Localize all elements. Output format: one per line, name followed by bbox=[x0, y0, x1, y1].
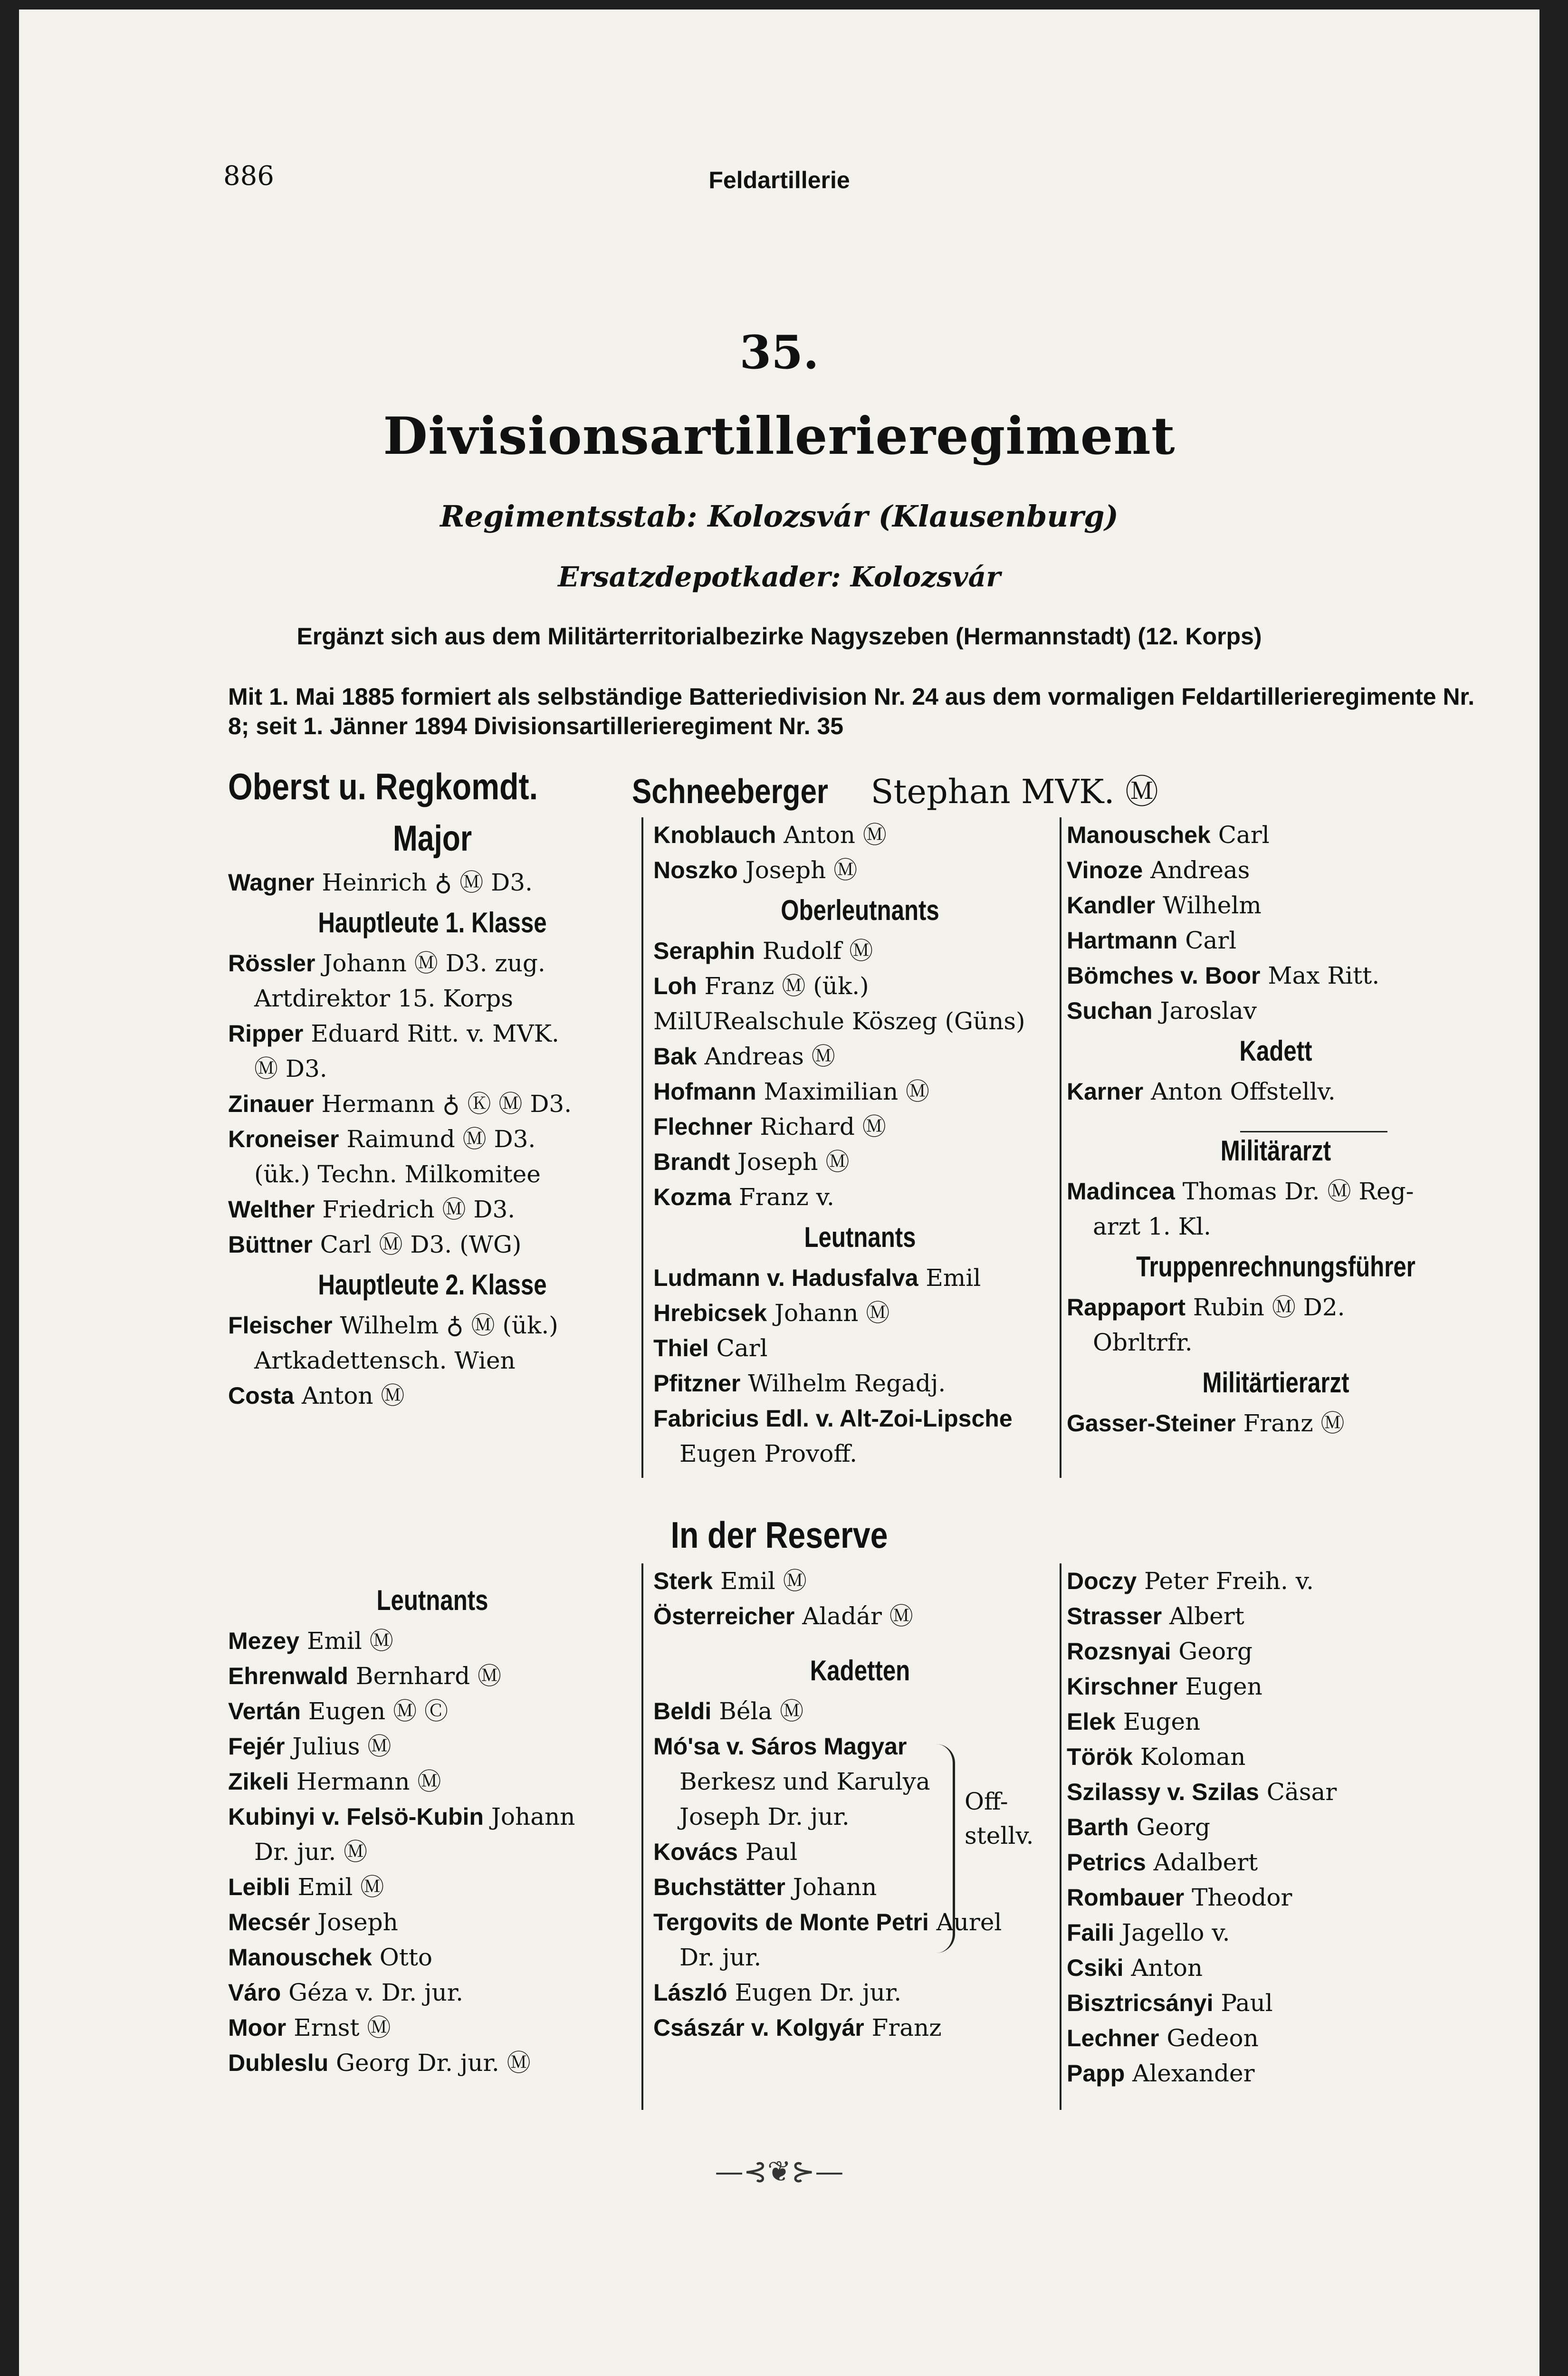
list-item bbox=[228, 1729, 637, 1764]
list-item bbox=[228, 1192, 637, 1227]
regiment-name: Divisionsartillerieregiment bbox=[383, 406, 1176, 466]
entry-detail: Aurel bbox=[928, 1908, 1002, 1936]
list-item bbox=[1067, 1209, 1485, 1244]
list-item bbox=[228, 1121, 637, 1157]
list-item bbox=[228, 1016, 637, 1051]
surname: Flechner bbox=[653, 1113, 753, 1140]
surname: Strasser bbox=[1067, 1603, 1162, 1629]
surname: Császár v. Kolgyár bbox=[653, 2014, 864, 2041]
surname: Hartmann bbox=[1067, 927, 1178, 954]
ergaenzt-line: Ergänzt sich aus dem Militärterritorialbezirke Nagyszeben (Hermannstadt) (12. Korps) bbox=[296, 623, 1262, 650]
column-3-reserve bbox=[1067, 1563, 1485, 2091]
entry-detail: Carl bbox=[708, 1334, 768, 1362]
entry-detail: Hermann Ⓜ bbox=[288, 1768, 441, 1795]
list-item bbox=[653, 1401, 1067, 1436]
surname: Tergovits de Monte Petri bbox=[653, 1909, 929, 1935]
surname: Sterk bbox=[653, 1568, 713, 1594]
list-item bbox=[653, 1260, 1067, 1295]
list-item bbox=[653, 1144, 1067, 1179]
list-item bbox=[228, 1764, 637, 1799]
list-item bbox=[1067, 1174, 1485, 1209]
entry-detail: Paul bbox=[737, 1838, 798, 1866]
surname: Costa bbox=[228, 1382, 294, 1409]
surname: Fleischer bbox=[228, 1312, 333, 1339]
surname: Bak bbox=[653, 1043, 697, 1070]
list-item bbox=[228, 1227, 637, 1262]
entry-detail: Emil Ⓜ bbox=[290, 1873, 384, 1901]
list-item bbox=[1067, 888, 1485, 923]
entry-detail: Franz Ⓜ (ük.) MilURealschule Köszeg (Güns) bbox=[653, 972, 1025, 1035]
entry-detail: Maximilian Ⓜ bbox=[756, 1078, 930, 1105]
entry-detail: Georg bbox=[1171, 1638, 1252, 1665]
surname: Österreicher bbox=[653, 1603, 795, 1629]
section-header-kadetten: Kadetten bbox=[810, 1655, 910, 1686]
entry-detail: Georg bbox=[1128, 1813, 1211, 1841]
entry-detail: Carl bbox=[1210, 821, 1270, 849]
section-header-hauptleute-2: Hauptleute 2. Klasse bbox=[318, 1269, 547, 1301]
surname: Dubleslu bbox=[228, 2050, 329, 2076]
entry-detail: Peter Freih. v. bbox=[1137, 1567, 1314, 1595]
list-item bbox=[228, 1694, 637, 1729]
entry-detail: Johann bbox=[483, 1803, 575, 1830]
entry-detail: Eugen Ⓜ Ⓒ bbox=[300, 1697, 449, 1725]
entry-detail: (ük.) Techn. Milkomitee bbox=[254, 1160, 541, 1188]
entry-detail: Jaroslav bbox=[1152, 997, 1257, 1025]
entry-detail: Eduard Ritt. v. MVK. bbox=[303, 1020, 559, 1047]
list-item bbox=[1067, 1985, 1485, 2021]
list-item bbox=[653, 1599, 1067, 1634]
surname: Kandler bbox=[1067, 892, 1156, 919]
list-item bbox=[653, 1331, 1067, 1366]
entry-detail: Bernhard Ⓜ bbox=[348, 1662, 501, 1690]
section-header-reserve-leutnants: Leutnants bbox=[376, 1584, 488, 1616]
surname: Kirschner bbox=[1067, 1673, 1178, 1700]
surname: Brandt bbox=[653, 1149, 730, 1175]
entry-detail: Thomas Dr. Ⓜ Reg- bbox=[1175, 1178, 1414, 1205]
entry-detail: Ernst Ⓜ bbox=[286, 2014, 391, 2041]
list-item bbox=[653, 968, 1067, 1039]
list-item bbox=[653, 1295, 1067, 1331]
list-item bbox=[653, 1179, 1067, 1215]
surname: Gasser-Steiner bbox=[1067, 1410, 1236, 1437]
list-item bbox=[1067, 1810, 1485, 1845]
list-item bbox=[1067, 1325, 1485, 1360]
list-item bbox=[653, 1729, 1067, 1764]
entry-detail: Emil bbox=[918, 1264, 981, 1292]
section-header-militaerarzt: Militärarzt bbox=[1220, 1135, 1331, 1167]
surname: Madincea bbox=[1067, 1178, 1175, 1205]
entry-detail: Joseph bbox=[310, 1908, 398, 1936]
formation-note: Mit 1. Mai 1885 formiert als selbständige Batteriedivision Nr. 24 aus dem vormaligen Feldartillerieregimente Nr. 8; seit 1. Jänner 1894 Divisionsartillerieregiment Nr. 35 bbox=[228, 683, 1475, 739]
surname: László bbox=[653, 1979, 727, 2006]
list-item bbox=[653, 1436, 1067, 1471]
column-1-active bbox=[228, 813, 637, 1413]
surname: Bisztricsányi bbox=[1067, 1990, 1214, 2016]
list-item bbox=[228, 1157, 637, 1192]
entry-detail: Eugen Dr. jur. bbox=[727, 1979, 902, 2006]
entry-detail: Anton Ⓜ bbox=[776, 821, 887, 849]
surname: Váro bbox=[228, 1979, 281, 2006]
surname: Rozsnyai bbox=[1067, 1638, 1171, 1665]
entry-detail: Friedrich Ⓜ D3. bbox=[315, 1196, 516, 1223]
section-header-truppenrechnungsfuehrer: Truppenrechnungsführer bbox=[1136, 1251, 1415, 1283]
surname: Kroneiser bbox=[228, 1126, 339, 1152]
list-item bbox=[1067, 1669, 1485, 1704]
entry-detail: Hermann ♁ Ⓚ Ⓜ D3. bbox=[314, 1090, 572, 1118]
entry-detail: Berkesz und Karulya bbox=[679, 1768, 930, 1795]
list-item bbox=[1067, 1074, 1485, 1109]
surname: Ludmann v. Hadusfalva bbox=[653, 1265, 918, 1291]
section-header-leutnants: Leutnants bbox=[804, 1221, 916, 1253]
surname: Török bbox=[1067, 1744, 1133, 1770]
surname: Csiki bbox=[1067, 1954, 1124, 1981]
list-item bbox=[228, 1086, 637, 1121]
list-item bbox=[1067, 1599, 1485, 1634]
surname: Kozma bbox=[653, 1184, 731, 1210]
entry-detail: Joseph Ⓜ bbox=[730, 1148, 850, 1176]
list-item bbox=[1067, 958, 1485, 993]
surname: Mecsér bbox=[228, 1909, 310, 1935]
surname: Bömches v. Boor bbox=[1067, 962, 1261, 989]
oberst-title: Oberst u. Regkomdt. bbox=[228, 766, 538, 807]
list-item bbox=[1067, 993, 1485, 1028]
entry-detail: Dr. jur. Ⓜ bbox=[254, 1838, 368, 1866]
oberst-surname: Schneeberger bbox=[632, 773, 828, 811]
list-item bbox=[653, 1940, 1067, 1975]
entry-detail: Wilhelm Regadj. bbox=[740, 1370, 946, 1397]
list-item bbox=[653, 2010, 1067, 2045]
section-header-militaertierarzt: Militärtierarzt bbox=[1202, 1367, 1349, 1399]
surname: Karner bbox=[1067, 1078, 1144, 1105]
surname: Zikeli bbox=[228, 1768, 289, 1795]
entry-detail: Eugen bbox=[1177, 1673, 1262, 1700]
surname: Mó'sa v. Sáros Magyar bbox=[653, 1733, 907, 1760]
section-header-oberleutnants: Oberleutnants bbox=[781, 894, 939, 926]
list-item bbox=[653, 933, 1067, 968]
entry-detail: Jagello v. bbox=[1114, 1919, 1230, 1946]
entry-detail: Obrltrfr. bbox=[1093, 1329, 1193, 1356]
list-item bbox=[1067, 1290, 1485, 1325]
list-item bbox=[1067, 853, 1485, 888]
entry-detail: Emil Ⓜ bbox=[299, 1627, 393, 1655]
list-item bbox=[228, 981, 637, 1016]
list-item bbox=[1067, 1704, 1485, 1739]
surname: Elek bbox=[1067, 1708, 1116, 1735]
entry-detail: Franz bbox=[864, 2014, 942, 2041]
list-item bbox=[228, 1905, 637, 1940]
surname: Doczy bbox=[1067, 1568, 1137, 1594]
list-item bbox=[228, 1623, 637, 1658]
entry-detail: Joseph Ⓜ bbox=[737, 856, 858, 884]
surname: Büttner bbox=[228, 1231, 313, 1258]
running-head: Feldartillerie bbox=[708, 167, 850, 193]
list-item bbox=[1067, 1845, 1485, 1880]
surname: Kubinyi v. Felsö-Kubin bbox=[228, 1803, 484, 1830]
entry-detail: Rubin Ⓜ D2. bbox=[1186, 1293, 1345, 1321]
entry-detail: Adalbert bbox=[1146, 1849, 1258, 1876]
list-item bbox=[228, 1799, 637, 1834]
entry-detail: Carl Ⓜ D3. (WG) bbox=[312, 1231, 522, 1258]
surname: Petrics bbox=[1067, 1849, 1146, 1876]
oberst-entry bbox=[632, 765, 1158, 813]
list-item bbox=[228, 1343, 637, 1378]
section-header-hauptleute-1: Hauptleute 1. Klasse bbox=[318, 907, 547, 939]
entry-detail: Eugen Provoff. bbox=[679, 1440, 858, 1467]
entry-detail: Richard Ⓜ bbox=[752, 1113, 886, 1140]
entry-detail: Otto bbox=[372, 1944, 433, 1971]
entry-detail: Aladár Ⓜ bbox=[794, 1602, 913, 1630]
section-header-major: Major bbox=[392, 818, 472, 859]
entry-detail: Wilhelm bbox=[1155, 891, 1262, 919]
entry-detail: Artdirektor 15. Korps bbox=[254, 985, 513, 1012]
surname: Ehrenwald bbox=[228, 1663, 348, 1689]
column-divider bbox=[641, 817, 643, 1478]
list-item bbox=[1067, 1915, 1485, 1950]
list-item bbox=[228, 2045, 637, 2080]
entry-detail: Raimund Ⓜ D3. bbox=[339, 1125, 536, 1153]
entry-detail: Joseph Dr. jur. bbox=[679, 1803, 850, 1830]
list-item bbox=[1067, 1563, 1485, 1599]
surname: Barth bbox=[1067, 1814, 1129, 1840]
list-item bbox=[1067, 1774, 1485, 1810]
list-item bbox=[1067, 1950, 1485, 1985]
surname: Mezey bbox=[228, 1628, 300, 1654]
list-item bbox=[653, 1905, 1067, 1940]
list-item bbox=[228, 2010, 637, 2045]
surname: Thiel bbox=[653, 1335, 709, 1361]
list-item bbox=[228, 1834, 637, 1869]
entry-detail: Gedeon bbox=[1159, 2024, 1259, 2052]
list-item bbox=[1067, 817, 1485, 853]
ornament: —⊰❦⊱— bbox=[715, 2155, 844, 2188]
surname: Moor bbox=[228, 2014, 287, 2041]
entry-detail: Wilhelm ♁ Ⓜ (ük.) bbox=[332, 1312, 558, 1339]
entry-detail: Artkadettensch. Wien bbox=[254, 1347, 516, 1374]
surname: Lechner bbox=[1067, 2025, 1159, 2051]
entry-detail: Anton Ⓜ bbox=[294, 1382, 405, 1409]
entry-detail: Eugen bbox=[1115, 1708, 1201, 1735]
surname: Fabricius Edl. v. Alt-Zoi-Lipsche bbox=[653, 1405, 1013, 1432]
regiment-number: 35. bbox=[739, 326, 819, 379]
surname: Hofmann bbox=[653, 1078, 756, 1105]
column-divider bbox=[641, 1563, 643, 2110]
list-item bbox=[653, 1366, 1067, 1401]
entry-detail: Johann bbox=[785, 1873, 877, 1901]
list-item bbox=[228, 1308, 637, 1343]
surname: Faili bbox=[1067, 1919, 1115, 1946]
surname: Knoblauch bbox=[653, 822, 776, 848]
bracket bbox=[934, 1744, 955, 1953]
surname: Pfitzner bbox=[653, 1370, 741, 1397]
list-item bbox=[228, 1869, 637, 1905]
entry-detail: Anton bbox=[1123, 1954, 1203, 1982]
list-item bbox=[653, 1694, 1067, 1729]
surname: Rappaport bbox=[1067, 1294, 1186, 1321]
surname: Suchan bbox=[1067, 997, 1153, 1024]
entry-detail: Rudolf Ⓜ bbox=[755, 937, 873, 965]
list-item bbox=[1067, 1406, 1485, 1441]
surname: Manouschek bbox=[228, 1944, 372, 1971]
surname: Vertán bbox=[228, 1698, 301, 1725]
surname: Hrebicsek bbox=[653, 1300, 767, 1326]
column-3-active bbox=[1067, 817, 1485, 1441]
list-item bbox=[653, 1039, 1067, 1074]
entry-detail: Emil Ⓜ bbox=[713, 1567, 807, 1595]
surname: Beldi bbox=[653, 1698, 712, 1725]
entry-detail: Julius Ⓜ bbox=[285, 1733, 392, 1760]
entry-detail: Koloman bbox=[1132, 1743, 1246, 1771]
list-item bbox=[228, 946, 637, 981]
surname: Buchstätter bbox=[653, 1874, 785, 1900]
entry-detail: Theodor bbox=[1184, 1884, 1292, 1911]
list-item bbox=[653, 1975, 1067, 2010]
column-2-active bbox=[653, 817, 1067, 1471]
surname: Rombauer bbox=[1067, 1884, 1185, 1911]
entry-detail: Franz v. bbox=[731, 1183, 834, 1211]
surname: Welther bbox=[228, 1196, 315, 1223]
surname: Szilassy v. Szilas bbox=[1067, 1779, 1259, 1805]
list-item bbox=[653, 1109, 1067, 1144]
document-page bbox=[19, 10, 1539, 2376]
entry-detail: Anton Offstellv. bbox=[1143, 1078, 1336, 1105]
entry-detail: Andreas bbox=[1143, 856, 1250, 884]
entry-detail: Heinrich ♁ Ⓜ D3. bbox=[314, 869, 533, 896]
list-item bbox=[1067, 2056, 1485, 2091]
surname: Fejér bbox=[228, 1733, 285, 1760]
depot-line: Ersatzdepotkader: Kolozsvár bbox=[558, 561, 1001, 593]
entry-detail: Franz Ⓜ bbox=[1235, 1409, 1345, 1437]
list-item bbox=[1067, 1634, 1485, 1669]
list-item bbox=[653, 1074, 1067, 1109]
list-item bbox=[653, 1563, 1067, 1599]
list-item bbox=[653, 817, 1067, 853]
section-header-kadett: Kadett bbox=[1239, 1035, 1312, 1067]
page-number: 886 bbox=[223, 161, 274, 192]
entry-detail: Max Ritt. bbox=[1260, 962, 1380, 989]
entry-detail: Paul bbox=[1213, 1989, 1273, 2017]
entry-detail: Dr. jur. bbox=[679, 1944, 762, 1971]
list-item bbox=[653, 1869, 1067, 1905]
list-item bbox=[1067, 1739, 1485, 1774]
offstellv-note: Off- stellv. bbox=[965, 1788, 1034, 1849]
list-item bbox=[1067, 1880, 1485, 1915]
entry-detail: Albert bbox=[1162, 1602, 1244, 1630]
list-item bbox=[228, 1378, 637, 1413]
entry-detail: Johann Ⓜ bbox=[767, 1299, 890, 1327]
surname: Papp bbox=[1067, 2060, 1125, 2087]
surname: Loh bbox=[653, 973, 697, 999]
entry-detail: arzt 1. Kl. bbox=[1093, 1213, 1211, 1240]
surname: Wagner bbox=[228, 869, 315, 896]
surname: Zinauer bbox=[228, 1091, 314, 1117]
oberst-rest: Stephan MVK. Ⓜ bbox=[870, 772, 1158, 811]
list-item bbox=[228, 1940, 637, 1975]
entry-detail: Géza v. Dr. jur. bbox=[281, 1979, 464, 2006]
column-1-reserve bbox=[228, 1578, 637, 2080]
list-item bbox=[1067, 923, 1485, 958]
surname: Ripper bbox=[228, 1020, 304, 1047]
entry-detail: Alexander bbox=[1125, 2060, 1255, 2087]
entry-detail: Andreas Ⓜ bbox=[697, 1043, 835, 1070]
reserve-header: In der Reserve bbox=[670, 1514, 888, 1556]
entry-detail: Georg Dr. jur. Ⓜ bbox=[328, 2049, 531, 2077]
surname: Seraphin bbox=[653, 938, 755, 964]
list-item bbox=[228, 865, 637, 900]
list-item bbox=[228, 1658, 637, 1694]
surname: Rössler bbox=[228, 950, 316, 977]
surname: Noszko bbox=[653, 857, 738, 883]
surname: Leibli bbox=[228, 1874, 290, 1900]
entry-detail: Ⓜ D3. bbox=[254, 1055, 327, 1083]
list-item bbox=[1067, 2021, 1485, 2056]
entry-detail: Cäsar bbox=[1259, 1778, 1337, 1806]
list-item bbox=[228, 1051, 637, 1086]
list-item bbox=[653, 853, 1067, 888]
surname: Manouschek bbox=[1067, 822, 1211, 848]
surname: Vinoze bbox=[1067, 857, 1143, 883]
regimentsstab-line: Regimentsstab: Kolozsvár (Klausenburg) bbox=[440, 499, 1119, 534]
entry-detail: Johann Ⓜ D3. zug. bbox=[315, 949, 545, 977]
list-item bbox=[228, 1975, 637, 2010]
entry-detail: Carl bbox=[1177, 927, 1237, 954]
surname: Kovács bbox=[653, 1839, 738, 1865]
section-rule bbox=[1240, 1131, 1387, 1132]
entry-detail: Béla Ⓜ bbox=[711, 1697, 804, 1725]
